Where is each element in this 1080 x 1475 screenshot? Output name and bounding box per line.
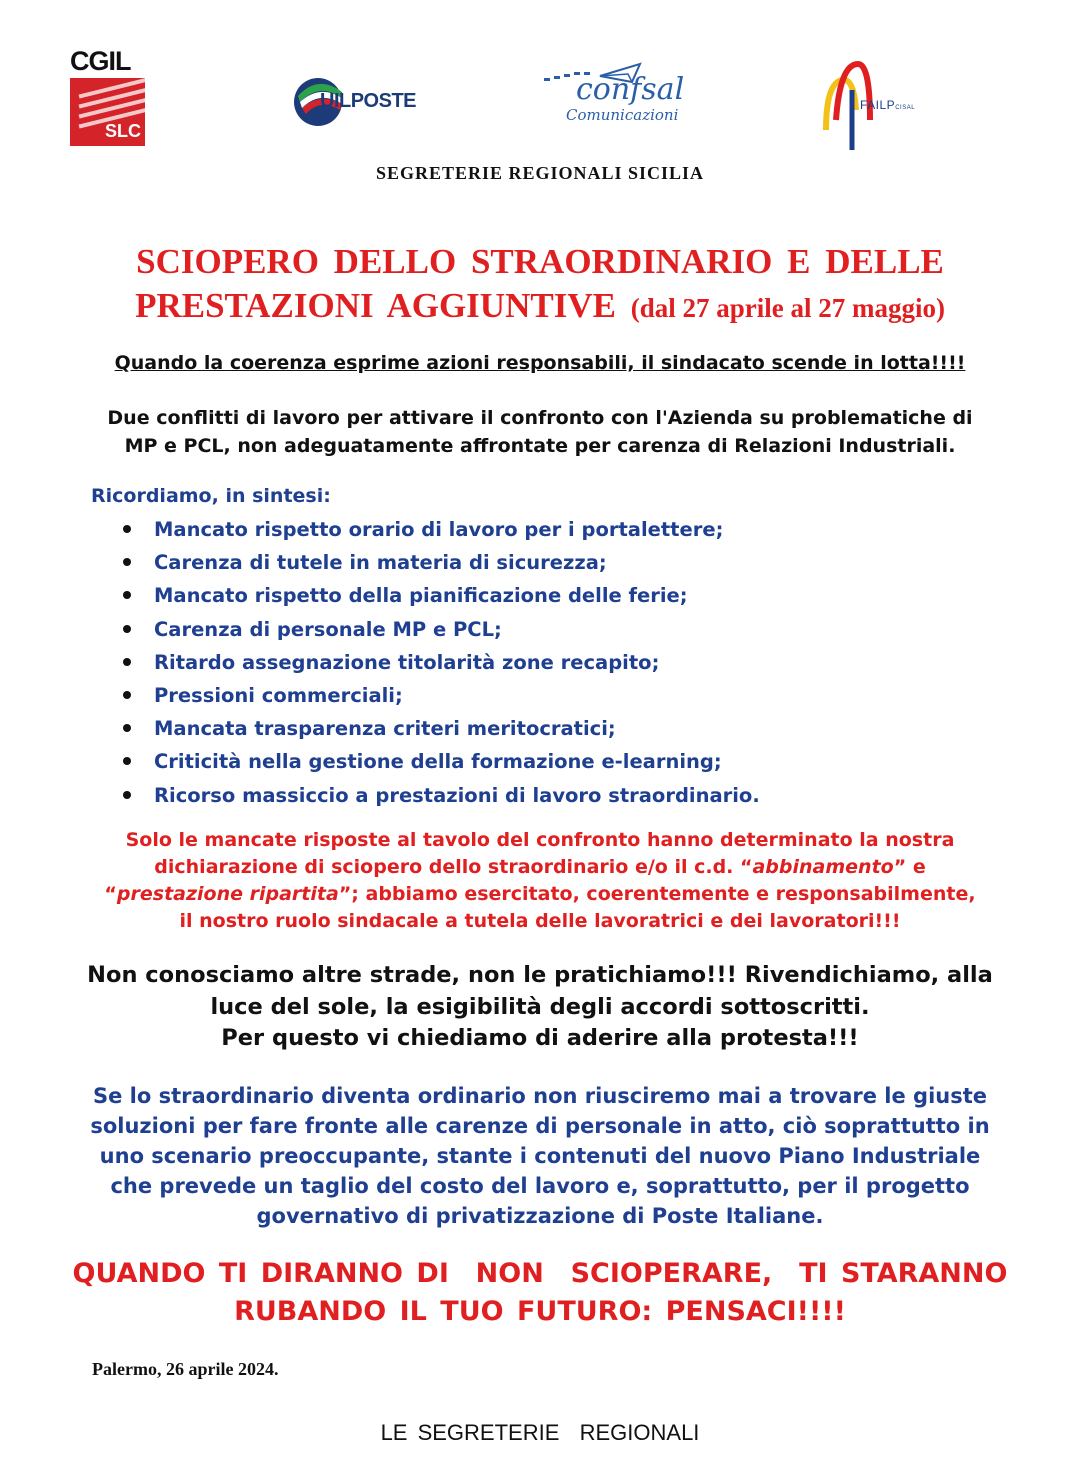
grievance-list — [91, 513, 760, 812]
header-segreterie: SEGRETERIE REGIONALI SICILIA — [375, 163, 705, 183]
list-item: Ricorso massiccio a prestazioni di lavoro straordinario. — [91, 779, 760, 812]
paragraph-line: dichiarazione di sciopero dello straordinario e/o il c.d. “abbinamento” e — [154, 856, 926, 878]
slogan-line: QUANDO TI DIRANNO DI NON SCIOPERARE, TI STARANNO — [72, 1258, 1008, 1289]
place-date: Palermo, 26 aprile 2024. — [92, 1359, 279, 1379]
title-dates: (dal 27 aprile al 27 maggio) — [630, 293, 945, 323]
failp-cisal-logo — [818, 50, 938, 150]
list-item: Carenza di tutele in materia di sicurezza; — [91, 546, 760, 579]
bullet-icon — [123, 724, 131, 732]
strike-reason-paragraph — [0, 827, 1080, 935]
paragraph-line: luce del sole, la esigibilità degli accordi sottoscritti. — [210, 993, 870, 1020]
intro-paragraph — [0, 404, 1080, 460]
list-item: Pressioni commerciali; — [91, 679, 760, 712]
motto: Quando la coerenza esprime azioni responsabili, il sindacato scende in lotta!!!! — [114, 352, 966, 374]
paragraph-line: uno scenario preoccupante, stante i contenuti del nuovo Piano Industriale — [99, 1144, 981, 1168]
failp-logo-text: FAILPCISAL — [860, 98, 916, 112]
list-item: Mancata trasparenza criteri meritocratici; — [91, 712, 760, 745]
bullet-icon — [123, 625, 131, 633]
list-item: Criticità nella gestione della formazione e-learning; — [91, 745, 760, 778]
paragraph-line: soluzioni per fare fronte alle carenze di personale in atto, ciò soprattutto in — [90, 1114, 990, 1138]
paragraph-line: Non conosciamo altre strade, non le pratichiamo!!! Rivendichiamo, alla — [87, 962, 993, 988]
closing-slogan — [0, 1255, 1080, 1331]
uilposte-logo — [288, 70, 428, 130]
context-paragraph — [0, 1081, 1080, 1231]
call-to-action-paragraph — [0, 960, 1080, 1055]
slc-logo-text: SLC — [105, 121, 141, 141]
paragraph-line: Solo le mancate risposte al tavolo del confronto hanno determinato la nostra — [125, 829, 955, 851]
uilposte-logo-text: UILPOSTE — [320, 90, 417, 112]
bullet-icon — [123, 558, 131, 566]
paragraph-line: che prevede un taglio del costo del lavoro e, soprattutto, per il progetto — [110, 1174, 970, 1198]
intro-line: MP e PCL, non adeguatamente affrontate per carenza di Relazioni Industriali. — [124, 435, 956, 457]
list-item: Mancato rispetto orario di lavoro per i portalettere; — [91, 513, 760, 546]
paragraph-line: Se lo straordinario diventa ordinario non riusciremo mai a trovare le giuste — [92, 1084, 988, 1108]
title-line-2: PRESTAZIONI AGGIUNTIVE (dal 27 aprile al 27 maggio) — [135, 286, 945, 325]
intro-line: Due conflitti di lavoro per attivare il confronto con l'Azienda su problematiche di — [107, 407, 973, 429]
paragraph-line: il nostro ruolo sindacale a tutela delle lavoratrici e dei lavoratori!!! — [179, 910, 901, 932]
cisal-logo-text: CISAL — [895, 105, 916, 111]
list-item: Mancato rispetto della pianificazione delle ferie; — [91, 579, 760, 612]
bullet-icon — [123, 525, 131, 533]
confsal-logo — [540, 58, 700, 138]
signature-footer: LE SEGRETERIE REGIONALI — [380, 1420, 700, 1445]
logos-row — [0, 40, 1080, 160]
confsal-logo-text: confsal — [576, 72, 685, 107]
paragraph-line: governativo di privatizzazione di Poste Italiane. — [256, 1204, 824, 1228]
confsal-logo-subtext: Comunicazioni — [566, 106, 679, 124]
paragraph-line: Per questo vi chiediamo di aderire alla protesta!!! — [221, 1025, 859, 1051]
bullet-icon — [123, 757, 131, 765]
list-heading: Ricordiamo, in sintesi: — [91, 485, 331, 507]
bullet-icon — [123, 658, 131, 666]
page-title — [0, 240, 1080, 330]
cgil-logo-text: CGIL — [70, 46, 131, 76]
cgil-logo-box — [70, 78, 145, 146]
cgil-slc-logo — [70, 48, 148, 148]
bullet-icon — [123, 591, 131, 599]
paragraph-line: “prestazione ripartita”; abbiamo esercitato, coerentemente e responsabilmente, — [104, 883, 976, 905]
bullet-icon — [123, 791, 131, 799]
title-line-1: SCIOPERO DELLO STRAORDINARIO E DELLE — [136, 242, 944, 281]
bullet-icon — [123, 691, 131, 699]
list-item: Ritardo assegnazione titolarità zone recapito; — [91, 646, 760, 679]
list-item: Carenza di personale MP e PCL; — [91, 613, 760, 646]
slogan-line: RUBANDO IL TUO FUTURO: PENSACI!!!! — [234, 1296, 846, 1327]
